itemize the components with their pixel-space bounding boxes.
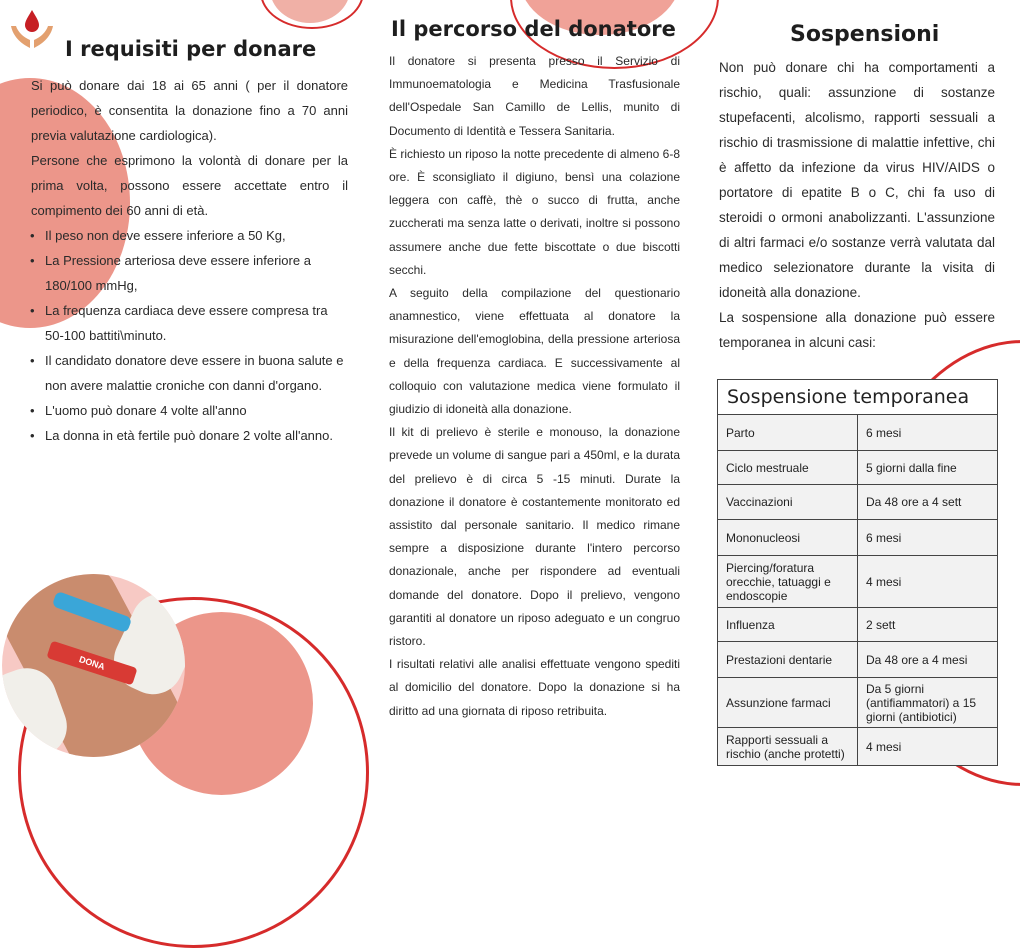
table-row <box>718 520 998 556</box>
table-cell-duration: 6 mesi <box>858 520 998 556</box>
donor-path-para: A seguito della compilazione del questionario anamnestico, viene effettuata al donatore la misurazione dell'emoglobina, della pressione arteriosa e della frequenza cardiaca. E successivamente al colloquio con valutazione medica viene formulato il giudizio di idoneità alla donazione. <box>389 286 680 417</box>
table-row <box>718 728 998 766</box>
table-cell-cause: Piercing/foratura orecchie, tatuaggi e endoscopie <box>718 556 858 608</box>
table-cell-cause: Assunzione farmaci <box>718 678 858 728</box>
donor-path-title: Il percorso del donatore <box>391 17 676 41</box>
table-cell-cause: Rapporti sessuali a rischio (anche protetti) <box>718 728 858 766</box>
table-cell-duration: Da 48 ore a 4 sett <box>858 485 998 520</box>
table-row <box>718 642 998 678</box>
table-row <box>718 556 998 608</box>
table-cell-cause: Influenza <box>718 608 858 642</box>
list-item: • La Pressione arteriosa deve essere inferiore a 180/100 mmHg, <box>31 248 348 298</box>
table-cell-duration: 4 mesi <box>858 556 998 608</box>
donation-photo <box>2 574 185 757</box>
table-cell-duration: Da 5 giorni (antifiammatori) a 15 giorni (antibiotici) <box>858 678 998 728</box>
table-cell-cause: Mononucleosi <box>718 520 858 556</box>
donor-path-para: I risultati relativi alle analisi effettuate vengono spediti al domicilio del donatore. Dopo la donazione si ha diritto ad una giornata di riposo retribuita. <box>389 657 680 718</box>
list-item: • La frequenza cardiaca deve essere compresa tra 50-100 battiti\minuto. <box>31 298 348 348</box>
table-header-row <box>718 380 998 415</box>
table-cell-duration: 2 sett <box>858 608 998 642</box>
table-row <box>718 608 998 642</box>
requirements-title: I requisiti per donare <box>65 37 317 61</box>
temporary-suspension-table <box>717 379 998 766</box>
table-cell-duration: Da 48 ore a 4 mesi <box>858 642 998 678</box>
table-cell-cause: Ciclo mestruale <box>718 451 858 485</box>
table-cell-cause: Vaccinazioni <box>718 485 858 520</box>
table-row <box>718 415 998 451</box>
requirements-para-age: Si può donare dai 18 ai 65 anni ( per il donatore periodico, è consentita la donazione fino a 70 anni previa valutazione cardiologica). <box>31 78 348 143</box>
suspensions-title: Sospensioni <box>790 22 940 47</box>
table-row <box>718 678 998 728</box>
table-cell-cause: Prestazioni dentarie <box>718 642 858 678</box>
table-cell-duration: 5 giorni dalla fine <box>858 451 998 485</box>
suspensions-para-temporary: La sospensione alla donazione può essere temporanea in alcuni casi: <box>719 310 995 350</box>
table-title: Sospensione temporanea <box>718 380 998 415</box>
list-item: • Il candidato donatore deve essere in buona salute e non avere malattie croniche con danni d'organo. <box>31 348 348 398</box>
requirements-list <box>31 223 348 448</box>
wristband-text: DONA <box>77 654 107 672</box>
list-item: • L'uomo può donare 4 volte all'anno <box>31 398 348 423</box>
donor-path-para: Il donatore si presenta presso il Servizio di Immunoematologia e Medicina Trasfusionale dell'Ospedale San Camillo de Lellis, munito di Documento di Identità e Tessera Sanitaria. <box>389 54 680 138</box>
list-item: • Il peso non deve essere inferiore a 50 Kg, <box>31 223 348 248</box>
table-row <box>718 485 998 520</box>
table-row <box>718 451 998 485</box>
table-cell-cause: Parto <box>718 415 858 451</box>
list-item: • La donna in età fertile può donare 2 volte all'anno. <box>31 423 348 448</box>
donor-path-para: È richiesto un riposo la notte precedente di almeno 6-8 ore. È sconsigliato il digiuno, bensì una colazione leggera con caffè, thè o succo di frutta, anche zuccherati ma senza latte o derivati, inoltre si possono assumere anche due fette biscottate o due biscotti secchi. <box>389 146 680 277</box>
donor-path-para: Il kit di prelievo è sterile e monouso, la donazione prevede un volume di sangue pari a 450ml, e la durata del prelievo è di circa 5 -15 minuti. Durate la donazione il donatore è costantemente monitorato ed assistito dal personale sanitario. Il medico rimane sempre a disposizione durante l'intero percorso donazionale, anche per rispondere ad eventuali domande del donatore. Dopo il prelievo, vengono garantiti al donatore un riposo adeguato e un congruo ristoro. <box>389 425 680 649</box>
requirements-para-first-time: Persone che esprimono la volontà di donare per la prima volta, possono essere accettate entro il compimento dei 60 anni di età. <box>31 153 348 218</box>
table-cell-duration: 6 mesi <box>858 415 998 451</box>
suspensions-para-risk: Non può donare chi ha comportamenti a rischio, quali: assunzione di sostanze stupefacenti, alcolismo, rapporti sessuali a rischio di trasmissione di malattie infettive, chi è affetto da infezione da virus HIV/AIDS o portatore di epatite B o C, chi fa uso di steroidi o ormoni anabolizzanti. L'assunzione di altri farmaci e/o sostanze verrà valutata dal medico selezionatore durante la visita di idoneità alla donazione. <box>719 60 995 300</box>
logo-hands-drop-icon <box>8 6 56 52</box>
table-cell-duration: 4 mesi <box>858 728 998 766</box>
